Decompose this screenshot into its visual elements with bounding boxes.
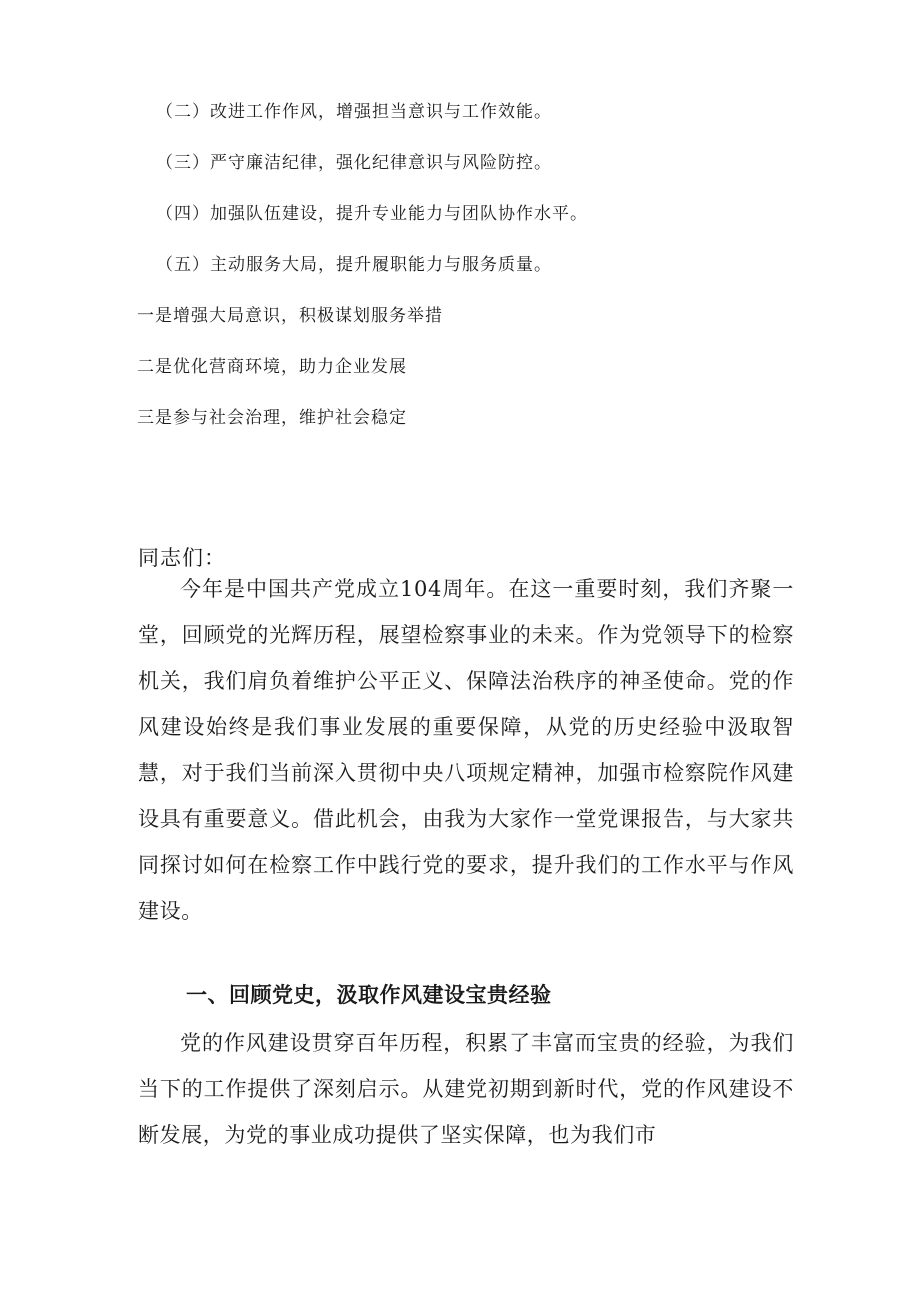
toc-sub-item-2: 二是优化营商环境，助力企业发展	[137, 357, 407, 377]
toc-item-4: （四）加强队伍建设，提升专业能力与团队协作水平。	[156, 204, 588, 224]
salutation: 同志们：	[138, 546, 226, 570]
toc-item-5: （五）主动服务大局，提升履职能力与服务质量。	[156, 255, 552, 275]
section-1-paragraph: 党的作风建设贯穿百年历程，积累了丰富而宝贵的经验，为我们当下的工作提供了深刻启示。从建党初期到新时代，党的作风建设不断发展，为党的事业成功提供了坚实保障，也为我们市	[138, 1031, 794, 1147]
toc-sub-item-1: 一是增强大局意识，积极谋划服务举措	[137, 306, 443, 326]
section-heading-1: 一、回顾党史，汲取作风建设宝贵经验	[186, 983, 552, 1007]
intro-paragraph: 今年是中国共产党成立104周年。在这一重要时刻，我们齐聚一堂，回顾党的光辉历程，展望检察事业的未来。作为党领导下的检察机关，我们肩负着维护公平正义、保障法治秩序的神圣使命。党的作风建设始终是我们事业发展的重要保障，从党的历史经验中汲取智慧，对于我们当前深入贯彻中央八项规定精神，加强市检察院作风建设具有重要意义。借此机会，由我为大家作一堂党课报告，与大家共同探讨如何在检察工作中践行党的要求，提升我们的工作水平与作风建设。	[138, 577, 794, 923]
toc-item-2: （二）改进工作作风，增强担当意识与工作效能。	[156, 102, 552, 122]
toc-sub-item-3: 三是参与社会治理，维护社会稳定	[137, 408, 407, 428]
toc-item-3: （三）严守廉洁纪律，强化纪律意识与风险防控。	[156, 153, 552, 173]
